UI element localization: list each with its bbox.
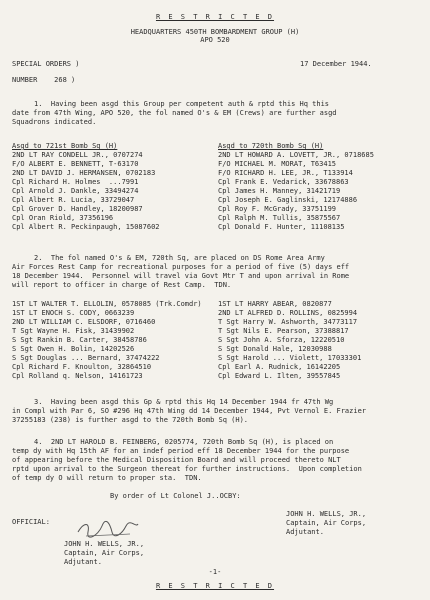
official-name: JOHN H. WELLS, JR., [64, 540, 145, 548]
rest-entry: Cpl Rolland q. Nelson, 14161723 [12, 372, 143, 380]
rest-entry: T Sgt Wayne H. Fisk, 31439902 [12, 327, 135, 335]
para4-line: 4. 2ND LT HAROLD B. FEINBERG, 0205774, 720th Bomb Sq (H), is placed on [34, 438, 334, 446]
roster-entry: 2ND LT RAY CONDELL JR., 0707274 [12, 151, 143, 159]
para3-line: 3. Having been asgd this Gp & rptd this Hq 14 December 1944 fr 47th Wg [34, 398, 334, 406]
rest-entry: 1ST LT HARRY ABEAR, 0820877 [218, 300, 332, 308]
rest-entry: 2ND LT ALFRED D. ROLLINS, 0825994 [218, 309, 358, 317]
para1-line: 1. Having been asgd this Group per competent auth & rptd this Hq this [34, 100, 330, 108]
roster-entry: Cpl Grover D. Handley, 18200987 [12, 205, 143, 213]
para2-line: 2. The fol named O's & EM, 720th Sq, are placed on DS Rome Area Army [34, 254, 325, 262]
apo-line: APO 520 [200, 36, 230, 44]
para1-line: Squadrons indicated. [12, 118, 97, 126]
rest-entry: S Sgt Owen H. Bolin, 14202526 [12, 345, 135, 353]
para2-line: will report to officer in charge of Rest Camp. TDN. [12, 281, 232, 289]
roster-entry: 2ND LT DAVID J. HERMANSEN, 0702183 [12, 169, 156, 177]
official-label: OFFICIAL: [12, 518, 50, 526]
rest-entry: S Sgt Harold ... Violett, 17033301 [218, 354, 362, 362]
para3-line: in Compl with Par 6, SO #296 Hq 47th Wing dd 14 December 1944, Pvt Vernol E. Frazier [12, 407, 367, 415]
roster-entry: 2ND LT HOWARD A. LOVETT, JR., 0718685 [218, 151, 374, 159]
para2-line: 18 December 1944. Personnel will travel via Govt Mtr T and upon arrival in Rome [12, 272, 350, 280]
rest-entry: Cpl Edward L. Ilten, 39557845 [218, 372, 341, 380]
roster-entry: Cpl Donald F. Hunter, 11108135 [218, 223, 345, 231]
roster-721st-title: Asgd to 721st Bomb Sq (H) [12, 142, 118, 150]
handwritten-signature-icon [76, 518, 140, 540]
rest-entry: Cpl Earl A. Rudnick, 16142205 [218, 363, 341, 371]
roster-entry: Cpl Frank E. Vedarick, 33678863 [218, 178, 349, 186]
rest-entry: T Sgt Nils E. Pearson, 37388817 [218, 327, 349, 335]
roster-entry: F/O RICHARD H. LEE, JR., T133914 [218, 169, 353, 177]
signature-name: JOHN H. WELLS, JR., [286, 510, 367, 518]
page-number: -1- [208, 568, 222, 576]
roster-entry: Cpl Albert R. Peckinpaugh, 15087602 [12, 223, 160, 231]
rest-entry: T Sgt Harry W. Ashworth, 34773117 [218, 318, 358, 326]
org-heading: HEADQUARTERS 450TH BOMBARDMENT GROUP (H) [130, 28, 300, 36]
rest-entry: 2ND LT WILLIAM C. ELSDORF, 0716460 [12, 318, 156, 326]
para4-line: of temp dy O will return to proper sta. TDN. [12, 474, 202, 482]
roster-entry: Cpl Oran Riold, 37356196 [12, 214, 114, 222]
orders-date: 17 December 1944. [300, 60, 372, 68]
classification-header: R E S T R I C T E D [155, 13, 275, 21]
rest-entry: S Sgt Rankin B. Carter, 38458786 [12, 336, 147, 344]
rest-entry: 1ST LT ENOCH S. CODY, 0663239 [12, 309, 135, 317]
para2-line: Air Forces Rest Camp for recreational purposes for a period of five (5) days eff [12, 263, 350, 271]
roster-entry: Cpl James H. Manney, 31421719 [218, 187, 341, 195]
roster-entry: Cpl Richard H. Holmes ...7991 [12, 178, 139, 186]
orders-number: NUMBER 268 ) [12, 76, 76, 84]
para3-line: 37255183 (238) is further asgd to the 720th Bomb Sq (H). [12, 416, 249, 424]
rest-entry: S Sgt Donald Hale, 12030988 [218, 345, 332, 353]
rest-entry: S Sgt Douglas ... Bernard, 37474222 [12, 354, 160, 362]
orders-title: SPECIAL ORDERS ) [12, 60, 80, 68]
rest-entry: 1ST LT WALTER T. ELLOLIN, 0578085 (Trk.Comdr) [12, 300, 202, 308]
roster-entry: F/O ALBERT E. BENNETT, T-63170 [12, 160, 139, 168]
rest-entry: Cpl Richard F. Knoulton, 32864510 [12, 363, 152, 371]
roster-720th-title: Asgd to 720th Bomb Sq (H) [218, 142, 324, 150]
signature-role: Adjutant. [286, 528, 324, 536]
para4-line: of appearing before the Medical Disposition Board and will proceed thereto NLT [12, 456, 341, 464]
para1-line: date from 47th Wing, APO 520, the fol named O's & EM (Crews) are further asgd [12, 109, 337, 117]
roster-entry: Cpl Arnold J. Dankle, 33494274 [12, 187, 139, 195]
para4-line: rptd upon arrival to the Surgeon thereat for further instructions. Upon completion [12, 465, 362, 473]
official-role: Adjutant. [64, 558, 102, 566]
roster-entry: Cpl Ralph M. Tullis, 35875567 [218, 214, 341, 222]
para4-line: temp dy with Hq 15th AF for an indef period eff 18 December 1944 for the purpose [12, 447, 350, 455]
classification-footer: R E S T R I C T E D [155, 582, 275, 590]
rest-entry: S Sgt John A. Sforza, 12220510 [218, 336, 345, 344]
roster-entry: Cpl Joseph E. Gaglinski, 12174886 [218, 196, 358, 204]
roster-entry: Cpl Roy F. McGrady, 33751199 [218, 205, 337, 213]
command-line: By order of Lt Colonel J..OCBY: [110, 492, 241, 500]
roster-entry: F/O MICHAEL M. MORAT, T63415 [218, 160, 337, 168]
official-rank: Captain, Air Corps, [64, 549, 145, 557]
roster-entry: Cpl Albert R. Lucia, 33729047 [12, 196, 135, 204]
signature-rank: Captain, Air Corps, [286, 519, 367, 527]
